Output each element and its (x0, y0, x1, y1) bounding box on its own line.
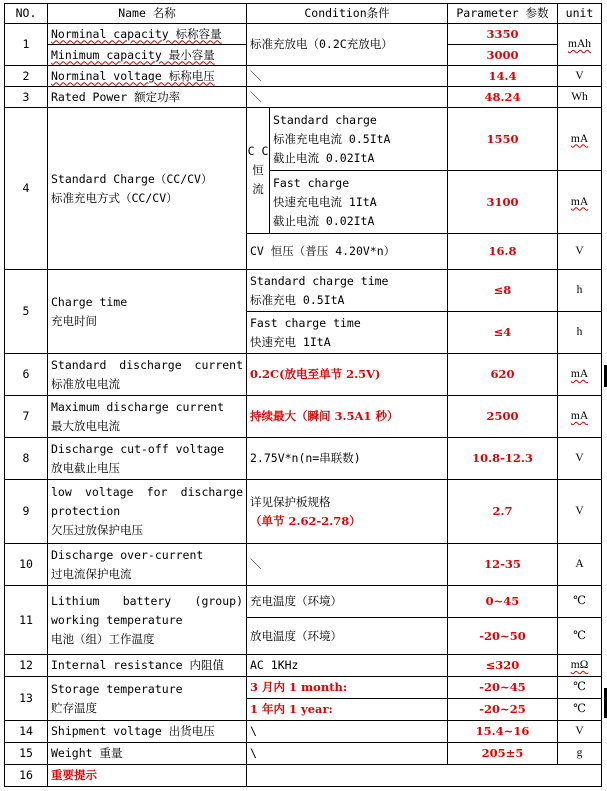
item-name: Shipment voltage 出货电压 (48, 721, 247, 743)
item-name-line: Lithium battery (group) (51, 593, 243, 608)
item-name (48, 480, 247, 544)
row-number: 16 (5, 765, 48, 787)
item-name: Weight 重量 (48, 743, 247, 765)
item-name-line: protection (51, 504, 121, 518)
condition-cell: CV 恒压（普压 4.20V*n） (247, 234, 448, 270)
row-number: 13 (5, 677, 48, 721)
table-row (5, 396, 602, 438)
row-number: 4 (5, 108, 48, 270)
item-name (48, 544, 247, 586)
condition-cell: ＼ (247, 544, 448, 586)
table-row (5, 354, 602, 396)
row-number: 6 (5, 354, 48, 396)
parameter-value: 2.7 (448, 480, 558, 544)
item-name-line: Maximum discharge current (51, 399, 225, 414)
item-name-line: 最大放电电流 (51, 418, 120, 433)
item-name (48, 45, 247, 66)
item-name (48, 677, 247, 721)
item-name: 重要提示 (48, 765, 247, 787)
table-row (5, 480, 602, 544)
condition-line: Fast charge time (250, 315, 361, 330)
condition-cell (247, 480, 448, 544)
parameter-value: 3350 (448, 24, 558, 45)
item-name (48, 438, 247, 480)
parameter-value: 15.4~16 (448, 721, 558, 743)
item-name (48, 354, 247, 396)
parameter-value: 48.24 (448, 87, 558, 108)
item-name-line: 标准充电方式（CC/CV） (51, 190, 178, 205)
table-row (5, 108, 602, 171)
parameter-value: ≤320 (448, 655, 558, 677)
condition-line: 截止电流 0.02ItA (273, 213, 375, 228)
table-row (5, 270, 602, 312)
row-number: 1 (5, 24, 48, 66)
condition-cell: \ (247, 721, 448, 743)
unit-cell (558, 655, 602, 677)
unit-cell (558, 354, 602, 396)
condition-cell: \ (247, 743, 448, 765)
parameter-value: 3100 (448, 171, 558, 234)
condition-cell: 2.75V*n(n=串联数) (247, 438, 448, 480)
unit-cell (558, 24, 602, 66)
header-no: NO. (5, 4, 48, 24)
unit-text: mA (570, 410, 589, 422)
parameter-value: -20~25 (448, 699, 558, 721)
unit-text: mAh (568, 38, 591, 50)
row-number: 3 (5, 87, 48, 108)
parameter-value: 1550 (448, 108, 558, 171)
unit-cell: g (558, 743, 602, 765)
unit-cell: h (558, 312, 602, 354)
condition-cell: 放电温度（环境） (247, 618, 448, 655)
item-name (48, 586, 247, 655)
parameter-value: 620 (448, 354, 558, 396)
condition-cell: 标准充放电（0.2C充放电） (247, 24, 448, 66)
condition-cell: 充电温度（环境） (247, 586, 448, 618)
header-row (5, 4, 602, 24)
item-name-text: Norminal capacity 标称容量 (51, 26, 222, 41)
condition-cell (247, 270, 448, 312)
parameter-value: ≤4 (448, 312, 558, 354)
item-name: Internal resistance 内阻值 (48, 655, 247, 677)
item-name-line: Charge time (51, 294, 128, 309)
item-name-line: Storage temperature (51, 681, 183, 696)
cc-label: C C 恒 流 (247, 108, 270, 234)
row-number: 5 (5, 270, 48, 354)
parameter-value: -20~50 (448, 618, 558, 655)
item-name-line: 贮存温度 (51, 700, 97, 715)
condition-cell: 持续最大（瞬间 3.5A1 秒） (247, 396, 448, 438)
unit-text: mA (570, 195, 589, 208)
unit-cell: V (558, 66, 602, 87)
parameter-value: 3000 (448, 45, 558, 66)
unit-text: mA (570, 132, 589, 145)
table-row (5, 677, 602, 699)
item-name-line: 欠压过放保护电压 (51, 523, 143, 537)
item-name-line: working temperature (51, 612, 183, 627)
item-name: Rated Power 额定功率 (48, 87, 247, 108)
parameter-value: 0~45 (448, 586, 558, 618)
unit-cell: A (558, 544, 602, 586)
row-number: 2 (5, 66, 48, 87)
unit-cell (558, 108, 602, 171)
unit-cell: V (558, 438, 602, 480)
item-name (48, 24, 247, 45)
item-name-line: 标准放电电流 (51, 376, 120, 391)
parameter-value: ≤8 (448, 270, 558, 312)
condition-line: Standard charge (273, 112, 377, 127)
condition-line: 快速充电 1ItA (250, 334, 331, 349)
item-name-line: Discharge cut-off voltage (51, 441, 225, 456)
unit-cell: ℃ (558, 699, 602, 721)
row-number: 8 (5, 438, 48, 480)
item-name-line: 电池（组）工作温度 (51, 631, 155, 646)
table-row (5, 544, 602, 586)
item-name-text: Minimum capacity 最小容量 (51, 47, 215, 62)
condition-cell (247, 312, 448, 354)
empty-cell (247, 765, 602, 787)
condition-line: Fast charge (273, 175, 350, 190)
condition-cell: 1 年内 1 year: (247, 699, 448, 721)
table-row (5, 586, 602, 618)
unit-cell: Wh (558, 87, 602, 108)
row-number: 7 (5, 396, 48, 438)
item-name-line: Standard discharge current (51, 357, 243, 372)
item-name-text: Norminal voltage 标称电压 (51, 68, 215, 83)
condition-line: 快速充电电流 1ItA (273, 194, 377, 209)
item-name (48, 66, 247, 87)
parameter-value: 205±5 (448, 743, 558, 765)
header-unit: unit (558, 4, 602, 24)
unit-cell: ℃ (558, 586, 602, 618)
unit-cell: h (558, 270, 602, 312)
parameter-value: 16.8 (448, 234, 558, 270)
item-name-line: Standard Charge（CC/CV） (51, 171, 213, 186)
parameter-value: 12-35 (448, 544, 558, 586)
parameter-value: -20~45 (448, 677, 558, 699)
item-name-line: 充电时间 (51, 313, 97, 328)
unit-cell (558, 171, 602, 234)
row-number: 14 (5, 721, 48, 743)
parameter-value: 2500 (448, 396, 558, 438)
item-name (48, 108, 247, 270)
condition-line: 详见保护板规格 (250, 494, 331, 509)
condition-line: 标准充电电流 0.5ItA (273, 131, 391, 146)
item-name-line: 放电截止电压 (51, 460, 120, 475)
condition-cell: AC 1KHz (247, 655, 448, 677)
spec-table (4, 3, 602, 787)
unit-cell: V (558, 721, 602, 743)
table-row (5, 765, 602, 787)
unit-cell: ℃ (558, 618, 602, 655)
item-name-line: low voltage for discharge (51, 485, 243, 499)
unit-cell: ℃ (558, 677, 602, 699)
unit-cell (558, 396, 602, 438)
header-name: Name 名称 (48, 4, 247, 24)
table-row (5, 24, 602, 45)
unit-cell: V (558, 480, 602, 544)
condition-cell: ＼ (247, 87, 448, 108)
item-name (48, 396, 247, 438)
condition-cell: ＼ (247, 66, 448, 87)
condition-line: 截止电流 0.02ItA (273, 150, 375, 165)
parameter-value: 14.4 (448, 66, 558, 87)
unit-text: mΩ (570, 659, 589, 671)
unit-cell: V (558, 234, 602, 270)
condition-cell: 3 月内 1 month: (247, 677, 448, 699)
item-name (48, 270, 247, 354)
condition-cell: 0.2C(放电至单节 2.5V) (247, 354, 448, 396)
condition-line: （单节 2.62-2.78） (250, 513, 361, 528)
table-row (5, 438, 602, 480)
table-row (5, 655, 602, 677)
header-parameter: Parameter 参数 (448, 4, 558, 24)
row-number: 9 (5, 480, 48, 544)
table-row (5, 743, 602, 765)
condition-cell (270, 171, 448, 234)
condition-line: 标准充电 0.5ItA (250, 292, 345, 307)
row-number: 15 (5, 743, 48, 765)
table-row (5, 721, 602, 743)
row-number: 10 (5, 544, 48, 586)
row-number: 12 (5, 655, 48, 677)
unit-text: mA (570, 368, 589, 380)
row-number: 11 (5, 586, 48, 655)
table-row (5, 87, 602, 108)
condition-line: Standard charge time (250, 273, 389, 288)
parameter-value: 10.8-12.3 (448, 438, 558, 480)
header-condition: Condition条件 (247, 4, 448, 24)
condition-cell (270, 108, 448, 171)
table-row (5, 66, 602, 87)
item-name-line: 过电流保护电流 (51, 566, 132, 581)
item-name-line: Discharge over-current (51, 547, 204, 562)
